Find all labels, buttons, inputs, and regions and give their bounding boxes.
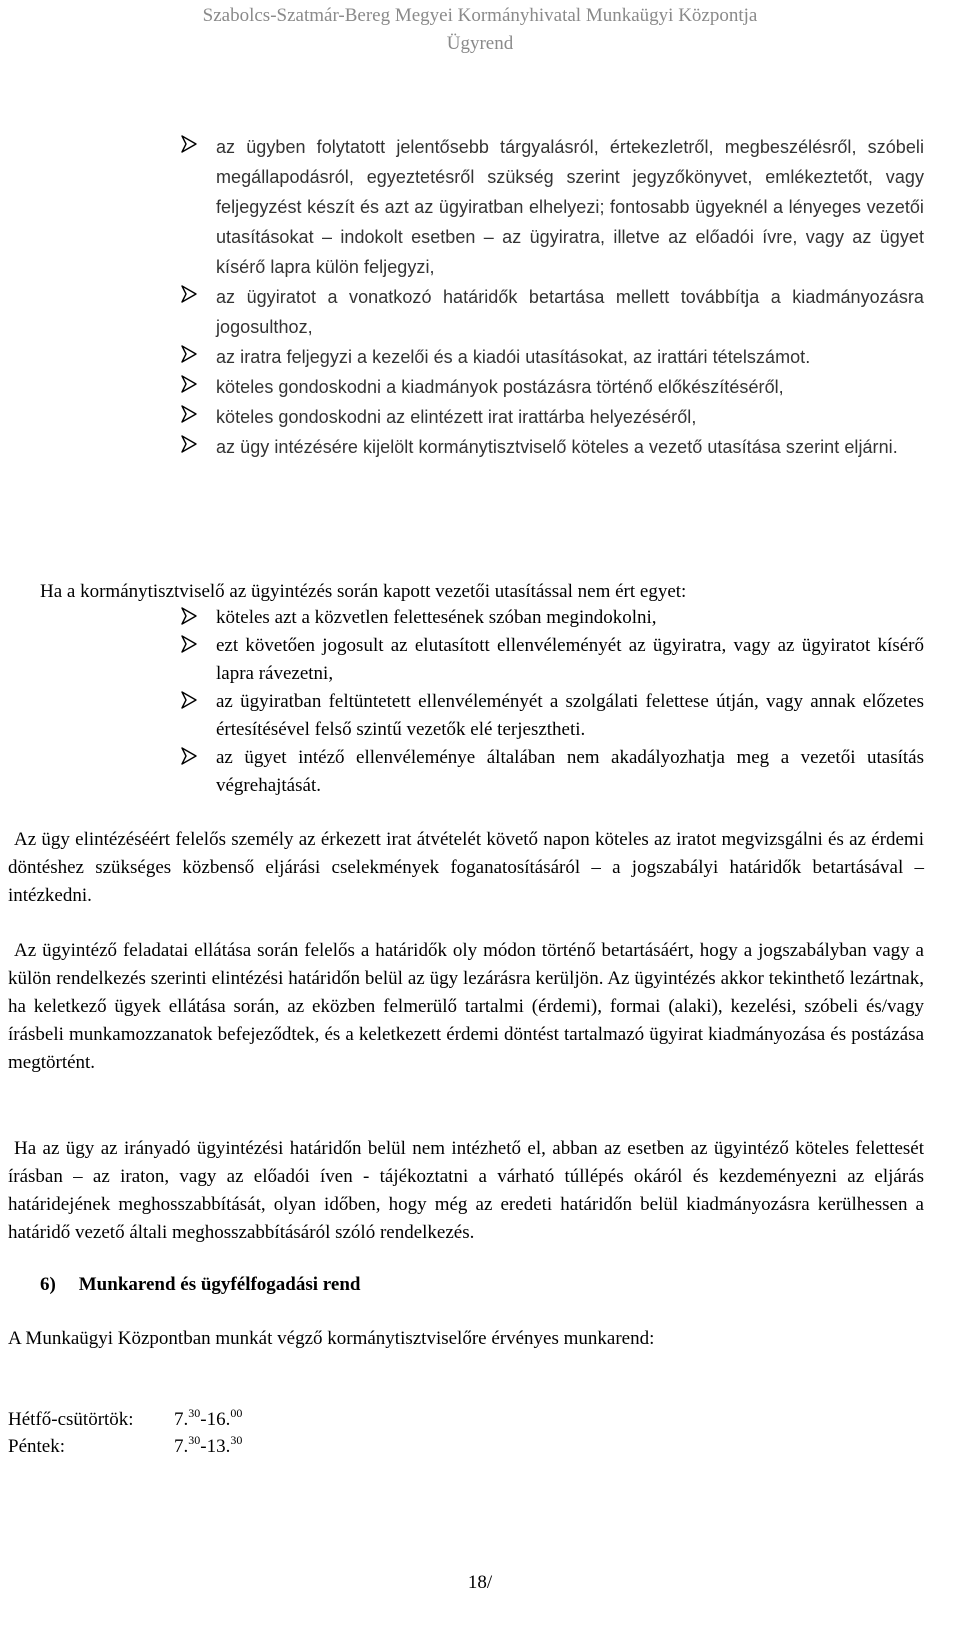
list-item: az ügy intézésére kijelölt kormánytisztviselő köteles a vezető utasítása szerint eljárni.: [180, 432, 924, 462]
header-organization: Szabolcs-Szatmár-Bereg Megyei Kormányhivatal Munkaügyi Központja: [202, 5, 758, 26]
arrowhead-bullet-icon: [180, 345, 198, 363]
paragraph-extension: Ha az ügy az irányadó ügyintézési határidőn belül nem intézhető el, abban az esetben az ügyintéző köteles felettesét írásban – az iraton, vagy az előadói íven - tájékoztatni a várható túllépés okáról és kezdeményezni az eljárás határidejének meghosszabbítását, olyan időben, hogy még az eredeti határidőn belül kiadmányozásra kerülhessen a határidő vezető általi meghosszabbításáról szóló rendelkezés.: [8, 1138, 924, 1243]
list-item: köteles azt a közvetlen felettesének szóban megindokolni,: [180, 604, 924, 632]
paragraph-deadlines: Az ügyintéző feladatai ellátása során felelős a határidők oly módon történő betartásáért, hogy a jogszabályban vagy a külön rendelkezés szerinti elintézési határidőn belül az ügy lezárásra kerüljön. Az ügyintézés akkor tekinthető lezártnak, ha keletkező ügyek ellátása során, az eközben felmerülő tartalmi (érdemi), formai (alaki), kezelési, szóbeli és/vagy írásbeli munkamozzanatok befejeződtek, és a keletkezett érdemi döntést tartalmazó ügyirat kiadmányozása és postázása megtörtént.: [8, 940, 924, 1073]
page-number: 18/: [467, 1572, 493, 1593]
paragraph-processing: Az ügy elintézéséért felelős személy az érkezett irat átvételét követő napon köteles az iratot megvizsgálni és az érdemi döntéshez szükséges közbenső eljárási cselekmények foganatosításáról – a jogszabályi határidők betartásával – intézkedni.: [8, 829, 924, 906]
page-header: [0, 0, 960, 58]
list-item: köteles gondoskodni a kiadmányok postázásra történő előkészítéséről,: [180, 372, 924, 402]
list-item: ezt követően jogosult az elutasított ellenvéleményét az ügyiratra, vagy az ügyiratot kísérő lapra rávezetni,: [180, 632, 924, 688]
arrowhead-bullet-icon: [180, 635, 198, 653]
schedule-day-label: Hétfő-csütörtök:: [8, 1409, 134, 1430]
arrowhead-bullet-icon: [180, 747, 198, 765]
bullet-list-disagreement: [180, 604, 924, 800]
arrowhead-bullet-icon: [180, 691, 198, 709]
arrowhead-bullet-icon: [180, 607, 198, 625]
list-item: az ügyiratban feltüntetett ellenvéleményét a szolgálati felettese útján, vagy annak előzetes értesítésével felső szintű vezetők elé terjesztheti.: [180, 688, 924, 744]
list-item: az ügyiratot a vonatkozó határidők betartása mellett továbbítja a kiadmányozásra jogosulthoz,: [180, 282, 924, 342]
arrowhead-bullet-icon: [180, 285, 198, 303]
arrowhead-bullet-icon: [180, 405, 198, 423]
list-item: az iratra feljegyzi a kezelői és a kiadói utasításokat, az irattári tételszámot.: [180, 342, 924, 372]
section-number: 6): [40, 1274, 56, 1295]
schedule-row: Hétfő-csütörtök: 7.30-16.00: [8, 1407, 242, 1433]
arrowhead-bullet-icon: [180, 375, 198, 393]
list-item: az ügyet intéző ellenvéleménye általában nem akadályozhatja meg a vezetői utasítás végrehajtását.: [180, 744, 924, 800]
bullet-list-duties: [180, 132, 924, 462]
arrowhead-bullet-icon: [180, 435, 198, 453]
schedule-intro: A Munkaügyi Központban munkát végző kormánytisztviselőre érvényes munkarend:: [8, 1328, 655, 1349]
schedule-row: Péntek: 7.30-13.30: [8, 1434, 242, 1460]
schedule-day-label: Péntek:: [8, 1436, 65, 1457]
list-item: köteles gondoskodni az elintézett irat irattárba helyezéséről,: [180, 402, 924, 432]
section-title: Munkarend és ügyfélfogadási rend: [78, 1274, 361, 1295]
arrowhead-bullet-icon: [180, 135, 198, 153]
section-heading: [40, 1271, 360, 1299]
header-document-title: Ügyrend: [446, 33, 514, 54]
list-item: az ügyben folytatott jelentősebb tárgyalásról, értekezletről, megbeszélésről, szóbeli megállapodásról, egyeztetésről szükség szerint jegyzőkönyvet, emlékeztetőt, vagy feljegyzést készít és azt az ügyiratban elhelyezi; fontosabb ügyeknél a lényeges vezetői utasításokat – indokolt esetben – az ügyiratra, illetve az előadói ívre, vagy az ügyet kísérő lapra külön feljegyzi,: [180, 132, 924, 282]
disagreement-intro: Ha a kormánytisztviselő az ügyintézés során kapott vezetői utasítással nem ért egyet:: [40, 581, 687, 602]
